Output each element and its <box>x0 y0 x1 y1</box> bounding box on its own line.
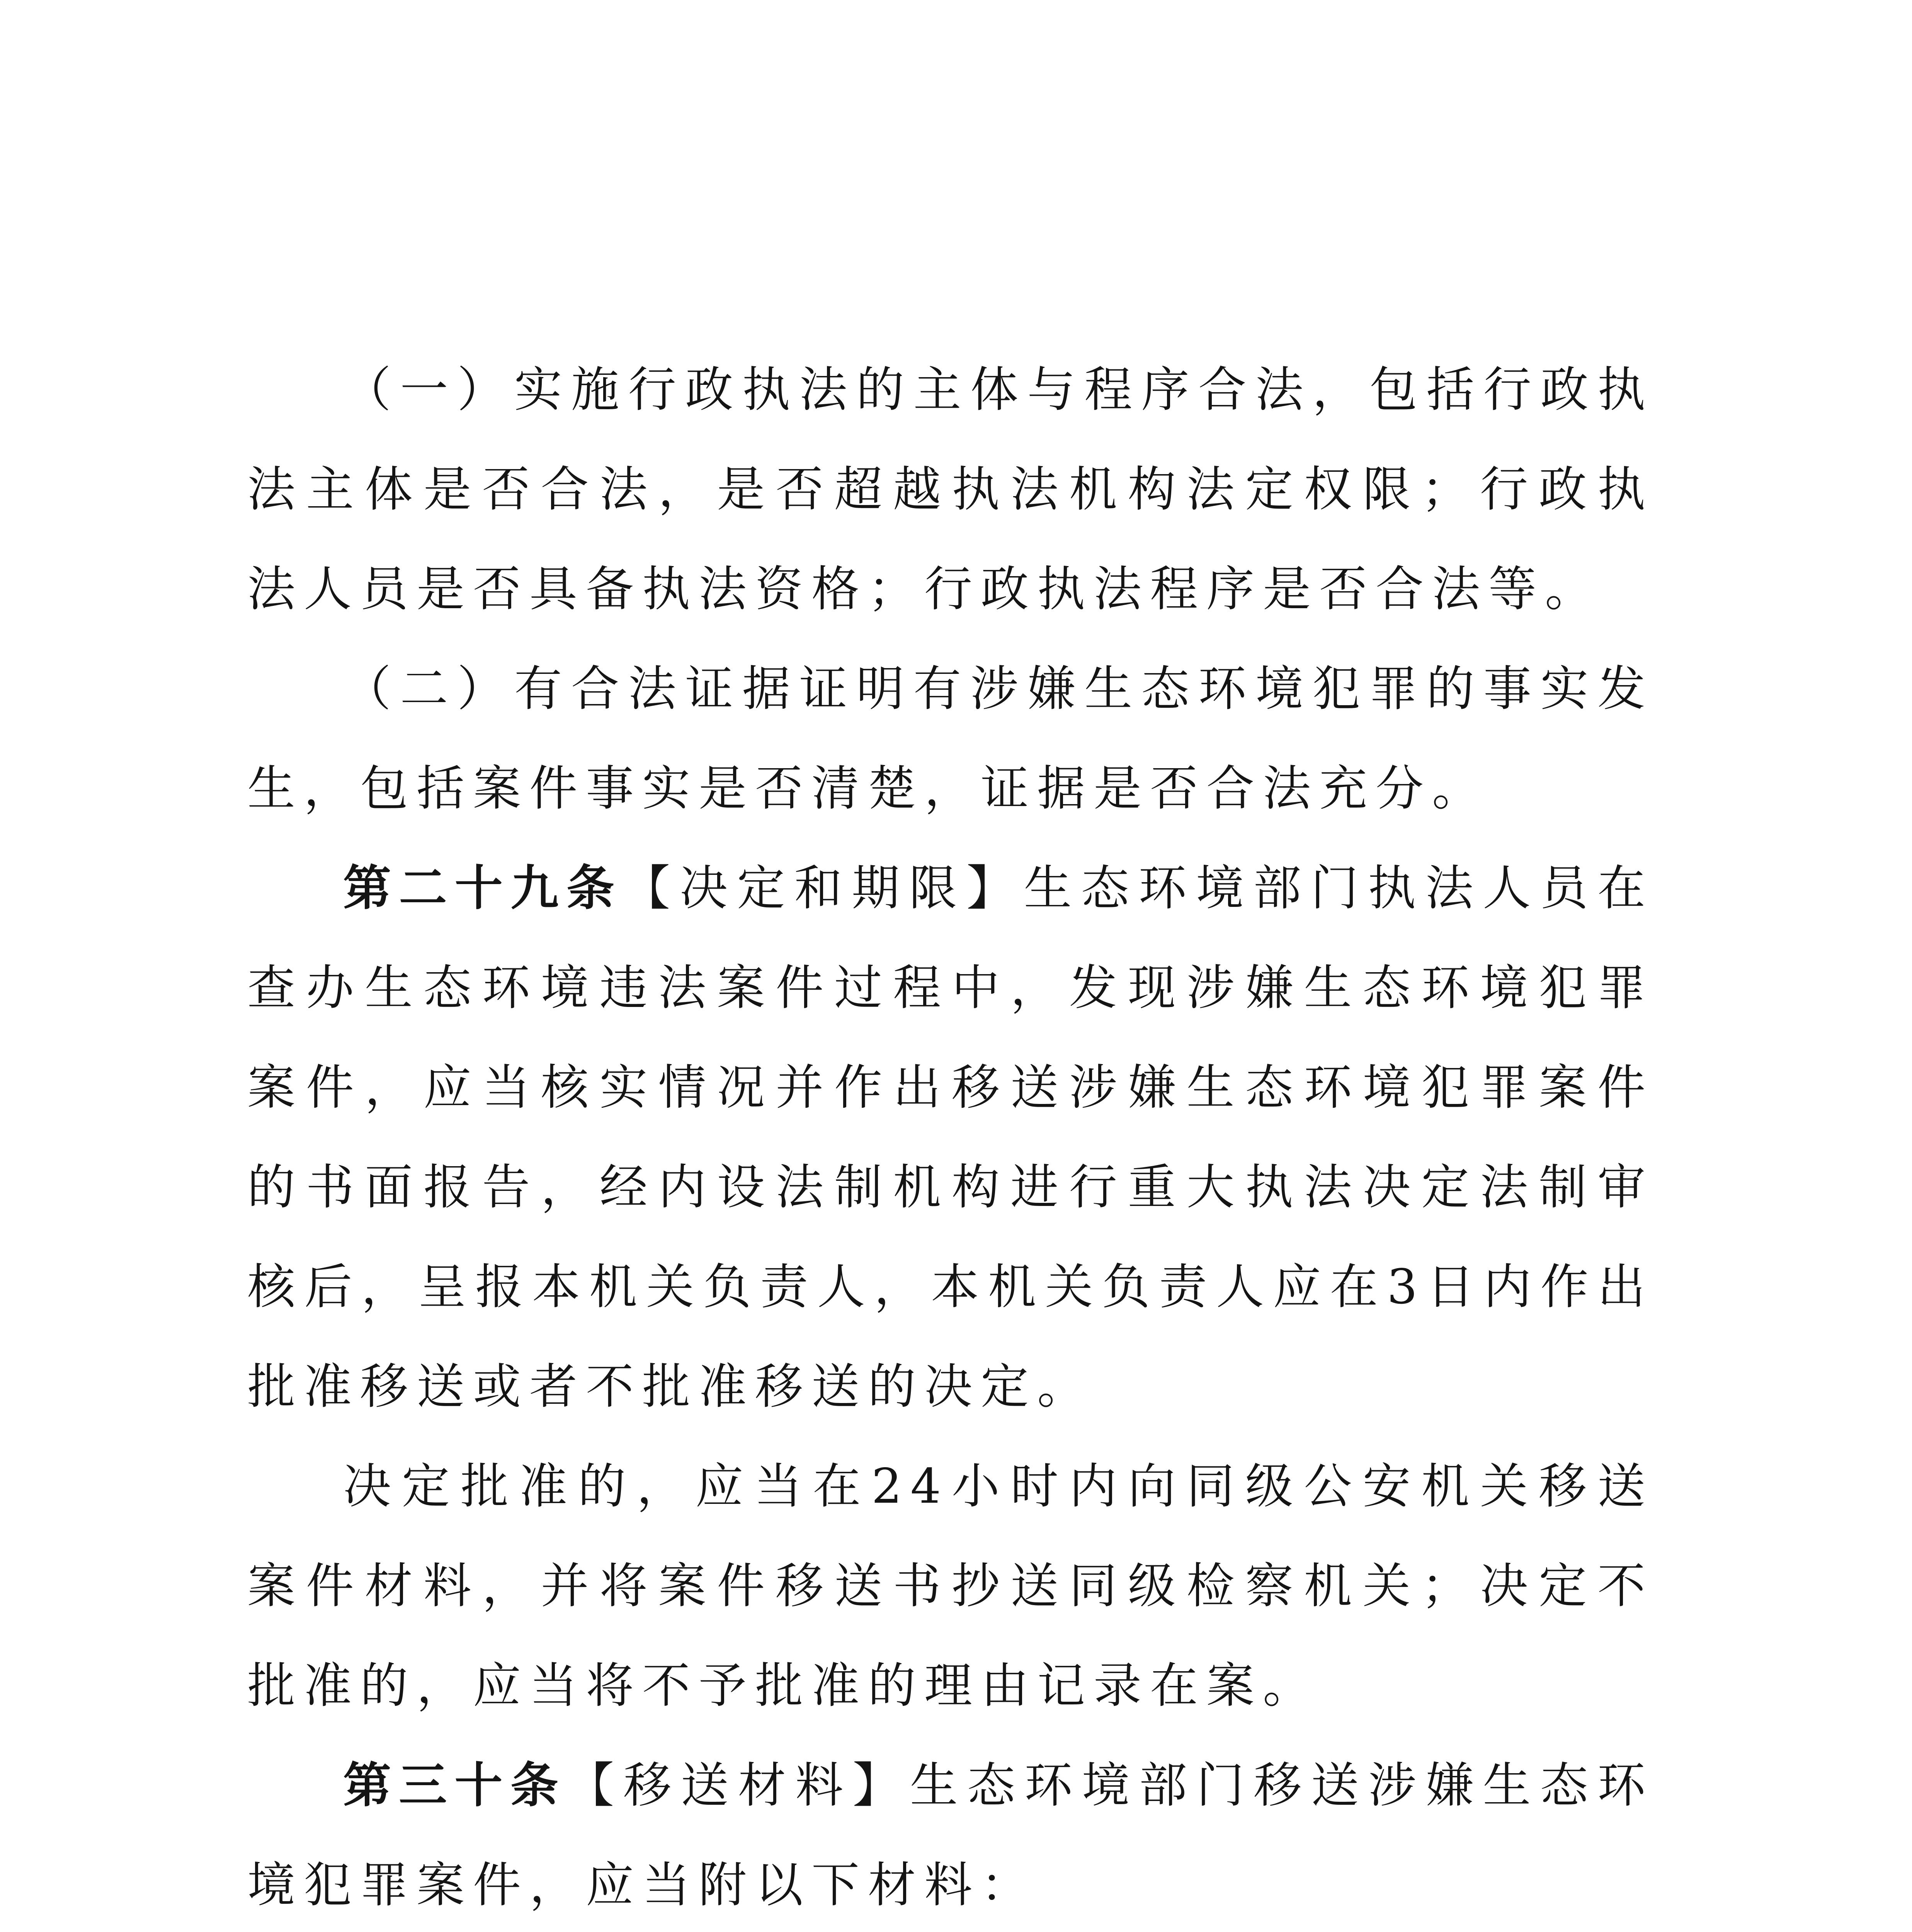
paragraph-1-text: （一）实施行政执法的主体与程序合法，包括行政执法主体是否合法，是否超越执法机构法定权限；行政执法人员是否具备执法资格；行政执法程序是否合法等。 <box>247 362 1654 617</box>
paragraph-4 <box>247 1437 1654 1736</box>
article-29 <box>247 838 1654 1437</box>
article-29-heading: 第二十九条 <box>343 861 623 916</box>
paragraph-4-text: 决定批准的，应当在24小时内向同级公安机关移送案件材料，并将案件移送书抄送同级检察机关；决定不批准的，应当将不予批准的理由记录在案。 <box>247 1459 1654 1714</box>
paragraph-2-text: （二）有合法证据证明有涉嫌生态环境犯罪的事实发生，包括案件事实是否清楚，证据是否合法充分。 <box>247 661 1654 816</box>
article-30-text: 【移送材料】生态环境部门移送涉嫌生态环境犯罪案件，应当附以下材料： <box>247 1758 1654 1913</box>
paragraph-2 <box>247 639 1654 838</box>
body-text <box>247 340 1654 1932</box>
article-30-heading: 第三十条 <box>343 1758 566 1813</box>
article-29-text: 【决定和期限】生态环境部门执法人员在查办生态环境违法案件过程中，发现涉嫌生态环境犯罪案件，应当核实情况并作出移送涉嫌生态环境犯罪案件的书面报告，经内设法制机构进行重大执法决定法制审核后，呈报本机关负责人，本机关负责人应在3日内作出批准移送或者不批准移送的决定。 <box>247 861 1654 1415</box>
article-30 <box>247 1736 1654 1932</box>
paragraph-1 <box>247 340 1654 639</box>
